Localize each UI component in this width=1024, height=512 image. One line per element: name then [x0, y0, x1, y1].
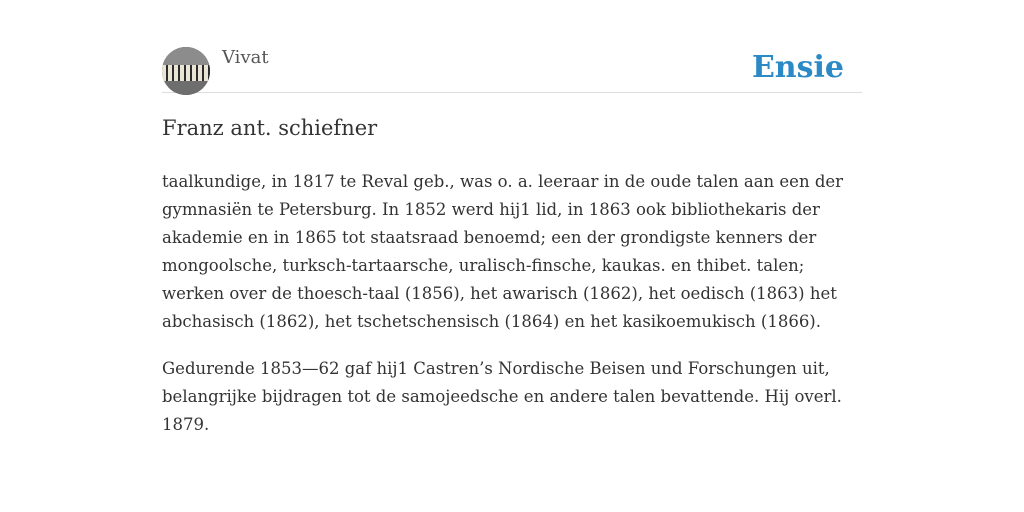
article-body — [162, 168, 862, 458]
books-row — [162, 65, 210, 81]
page-container — [162, 0, 862, 434]
page-title: Franz ant. schiefner — [162, 116, 378, 140]
paragraph: Gedurende 1853—62 gaf hij1 Castren’s Nordische Beisen und Forschungen uit, belangrijke bijdragen tot de samojeedsche en andere talen bevattende. Hij overl. 1879. — [162, 359, 842, 434]
paragraph: taalkundige, in 1817 te Reval geb., was o. a. leeraar in de oude talen aan een der gymnasiën te Petersburg. In 1852 werd hij1 lid, in 1863 ook bibliothekaris der akademie en in 1865 tot staatsraad benoemd; een der grondigste kenners der mongoolsche, turksch-tartaarsche, uralisch-finsche, kaukas. en thibet. talen; werken over de thoesch-taal (1856), het awarisch (1862), het oedisch (1863) het abchasisch (1862), het tschetschensisch (1864) en het kasikoemukisch (1866). — [162, 172, 844, 331]
shelf-base — [162, 81, 210, 95]
site-name[interactable]: Vivat — [222, 47, 269, 68]
avatar[interactable] — [162, 47, 210, 95]
bookshelf-avatar-icon — [162, 47, 210, 65]
header — [162, 0, 862, 93]
brand-logo[interactable]: Ensie — [751, 50, 844, 85]
